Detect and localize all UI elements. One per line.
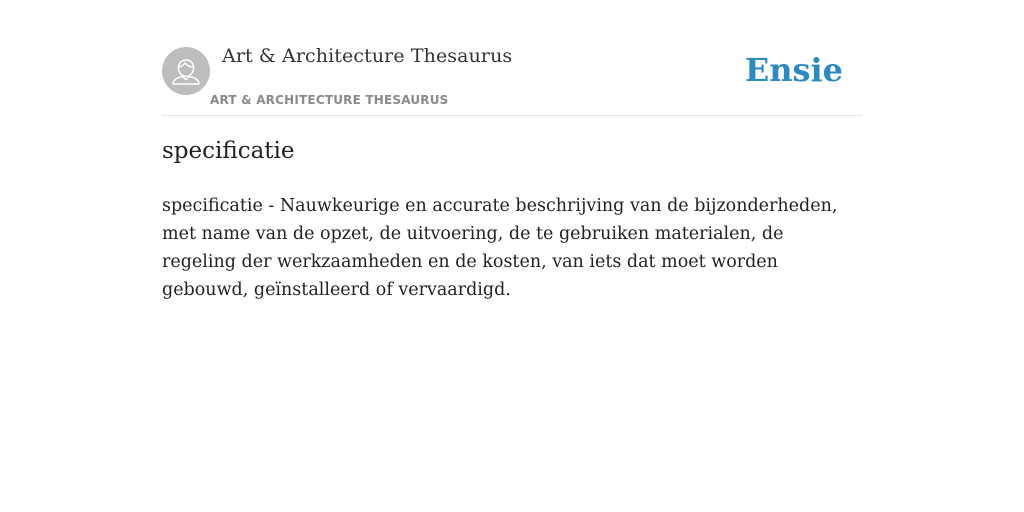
page xyxy=(162,0,862,512)
page-title: specificatie xyxy=(162,138,295,164)
avatar[interactable] xyxy=(162,47,210,95)
brand-logo[interactable]: Ensie xyxy=(744,51,843,89)
user-avatar-icon xyxy=(162,47,210,95)
definition-text: specificatie - Nauwkeurige en accurate beschrijving van de bijzonderheden, met name van de opzet, de uitvoering, de te gebruiken materialen, de regeling der werkzaamheden en de kosten, van iets dat moet worden gebouwd, geïnstalleerd of vervaardigd. xyxy=(162,196,838,300)
section-label[interactable]: ART & ARCHITECTURE THESAURUS xyxy=(210,93,449,107)
header xyxy=(162,0,862,116)
author-name[interactable]: Art & Architecture Thesaurus xyxy=(222,45,513,67)
